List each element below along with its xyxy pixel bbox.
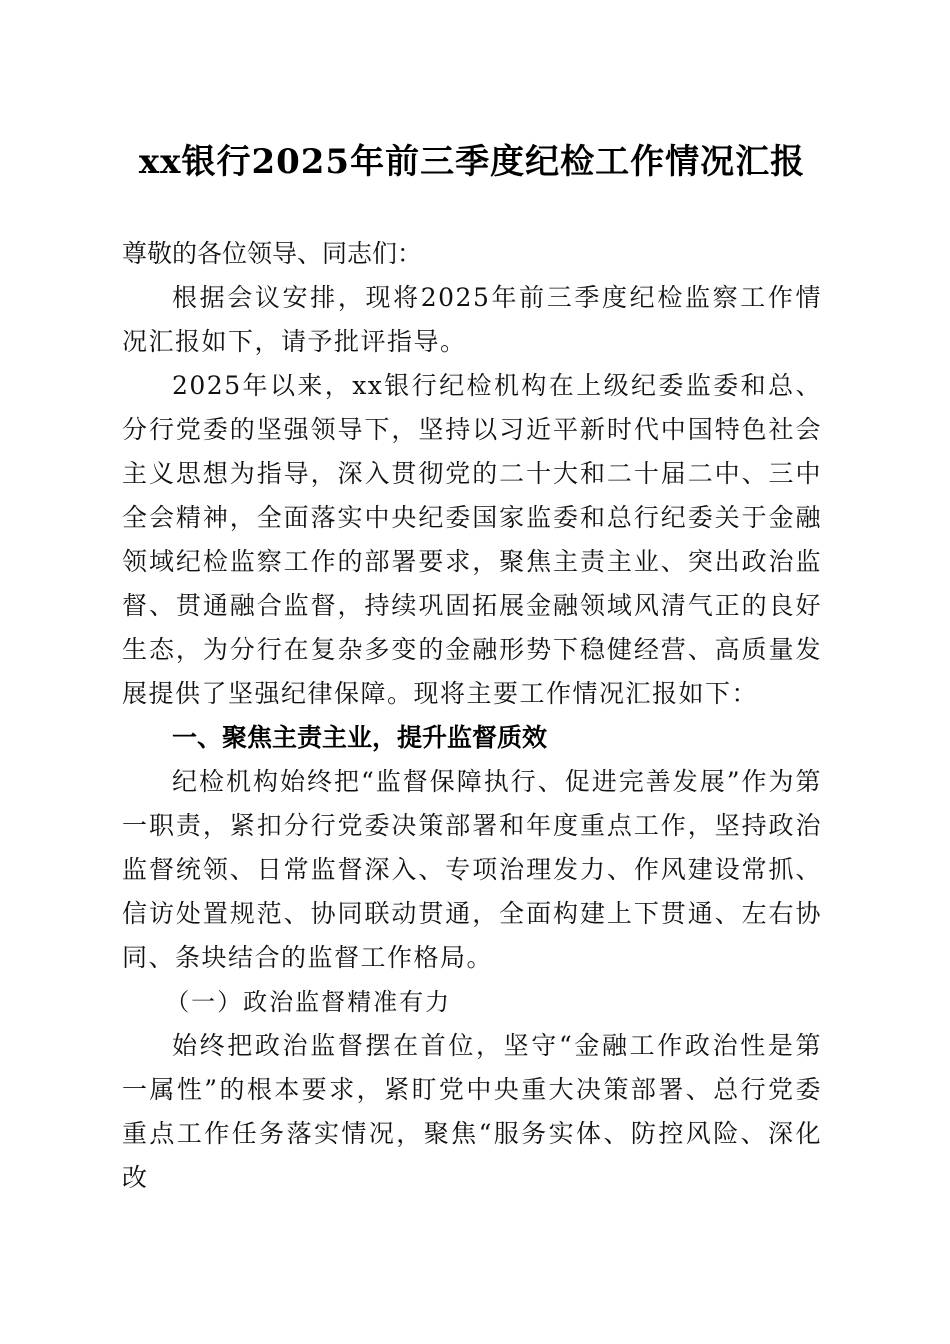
intro-paragraph: 根据会议安排，现将2025年前三季度纪检监察工作情况汇报如下，请予批评指导。: [122, 283, 822, 356]
section-1-heading: 一、聚焦主责主业，提升监督质效: [172, 723, 548, 752]
subsection-1-heading: （一）政治监督精准有力: [165, 988, 452, 1016]
document-title: xx银行2025年前三季度纪检工作情况汇报: [138, 142, 806, 182]
salutation: 尊敬的各位领导、同志们：: [122, 239, 423, 268]
section-1-paragraph: 纪检机构始终把“监督保障执行、促进完善发展”作为第一职责，紧扣分行党委决策部署和年度重点工作，坚持政治监督统领、日常监督深入、专项治理发力、作风建设常抓、信访处置规范、协同联动贯通，全面构建上下贯通、左右协同、条块结合的监督工作格局。: [122, 767, 822, 972]
subsection-1-paragraph: 始终把政治监督摆在首位，坚守“金融工作政治性是第一属性”的根本要求，紧盯党中央重大决策部署、总行党委重点工作任务落实情况，聚焦“服务实体、防控风险、深化改: [122, 1031, 822, 1192]
overview-paragraph: 2025年以来，xx银行纪检机构在上级纪委监委和总、分行党委的坚强领导下，坚持以习近平新时代中国特色社会主义思想为指导，深入贯彻党的二十大和二十届二中、三中全会精神，全面落实中央纪委国家监委和总行纪委关于金融领域纪检监察工作的部署要求，聚焦主责主业、突出政治监督、贯通融合监督，持续巩固拓展金融领域风清气正的良好生态，为分行在复杂多变的金融形势下稳健经营、高质量发展提供了坚强纪律保障。现将主要工作情况汇报如下：: [122, 371, 822, 708]
